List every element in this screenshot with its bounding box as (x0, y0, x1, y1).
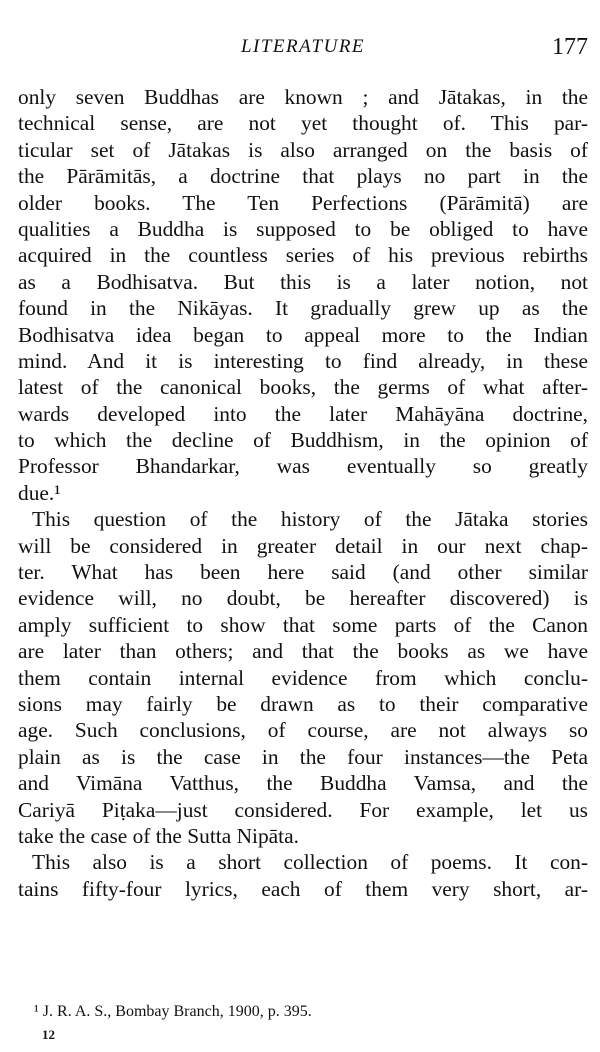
text-line: and Vimāna Vatthus, the Buddha Vamsa, and the (18, 771, 588, 796)
text-line: will be considered in greater detail in our next chap- (18, 533, 588, 558)
text-line: wards developed into the later Mahāyāna doctrine, (18, 401, 588, 426)
text-line: them contain internal evidence from which conclu- (18, 665, 588, 690)
text-line: are later than others; and that the books as we have (18, 639, 588, 664)
footnote: ¹ J. R. A. S., Bombay Branch, 1900, p. 395. (34, 1003, 312, 1020)
text-line: mind. And it is interesting to find already, in these (18, 348, 588, 373)
text-line: older books. The Ten Perfections (Pārāmitā) are (18, 190, 588, 215)
running-title: LITERATURE (240, 36, 366, 57)
page-number: 177 (552, 34, 588, 60)
text-line: technical sense, are not yet thought of. This par- (18, 111, 588, 136)
text-line: plain as is the case in the four instances—the Peta (18, 744, 588, 769)
text-line: Professor Bhandarkar, was eventually so greatly (18, 454, 588, 479)
text-line: only seven Buddhas are known ; and Jātakas, in the (18, 85, 588, 109)
text-line: as a Bodhisatva. But this is a later notion, not (18, 269, 588, 294)
text-line: ter. What has been here said (and other similar (18, 560, 588, 585)
body-text (18, 84, 588, 902)
running-head (18, 36, 588, 66)
text-line: acquired in the countless series of his previous rebirths (18, 243, 588, 268)
text-line: Cariyā Piṭaka—just considered. For example, let us (18, 797, 588, 822)
text-line: take the case of the Sutta Nipāta. (18, 823, 299, 848)
text-line: This question of the history of the Jātaka stories (32, 507, 588, 532)
text-line: This also is a short collection of poems. It con- (32, 850, 588, 875)
text-line: tains fifty-four lyrics, each of them very short, ar- (18, 876, 588, 901)
text-line: found in the Nikāyas. It gradually grew up as the (18, 296, 588, 321)
text-line: qualities a Buddha is supposed to be obliged to have (18, 216, 588, 241)
text-line: the Pārāmitās, a doctrine that plays no part in the (18, 164, 588, 189)
text-line: due.¹ (18, 480, 61, 505)
text-line: sions may fairly be drawn as to their comparative (18, 691, 588, 716)
signature-mark: 12 (42, 1027, 55, 1042)
text-line: age. Such conclusions, of course, are not always so (18, 718, 588, 743)
text-line: latest of the canonical books, the germs of what after- (18, 375, 588, 400)
text-line: Bodhisatva idea began to appeal more to the Indian (18, 322, 588, 347)
text-line: evidence will, no doubt, be hereafter discovered) is (18, 586, 588, 611)
text-line: ticular set of Jātakas is also arranged on the basis of (18, 137, 588, 162)
text-line: amply sufficient to show that some parts of the Canon (18, 612, 588, 637)
text-line: to which the decline of Buddhism, in the opinion of (18, 428, 588, 453)
